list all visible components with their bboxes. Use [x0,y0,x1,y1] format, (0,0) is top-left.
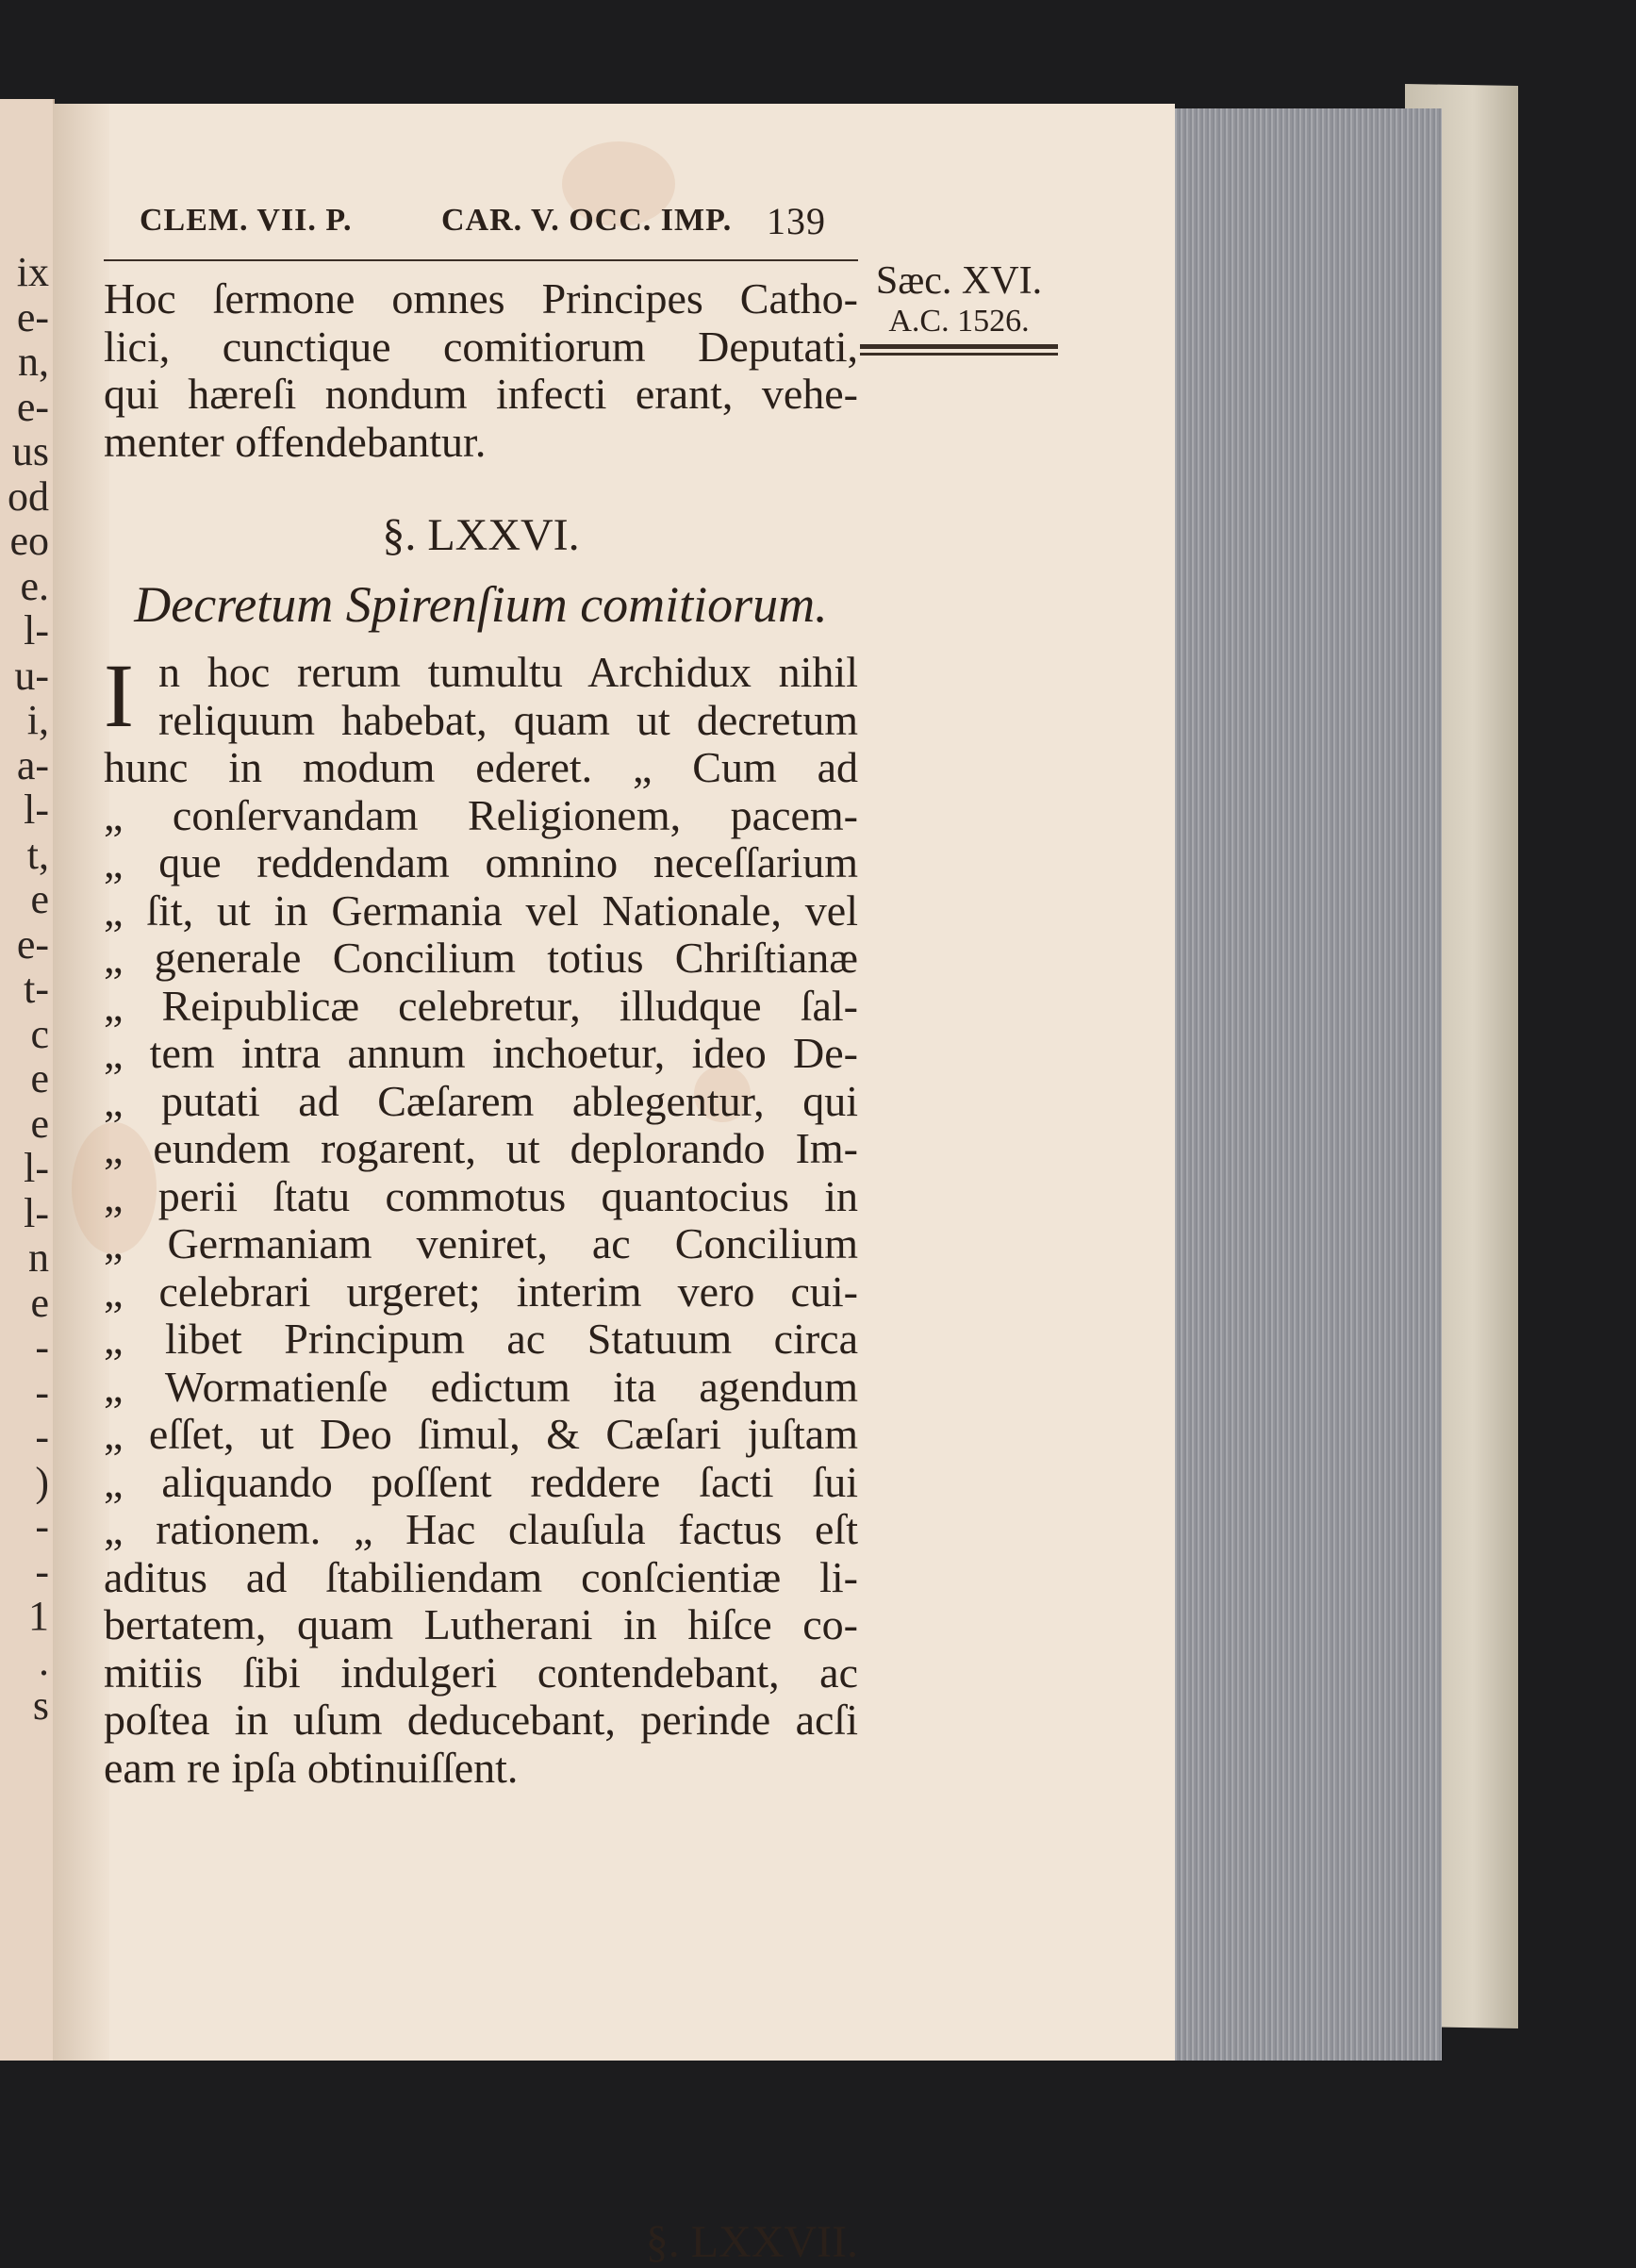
text-line: „ Reipublicæ celebretur, illudque ſal- [104,981,858,1030]
text-line: mitiis ſibi indulgeri contendebant, ac [104,1647,858,1697]
text-line: poſtea in uſum deducebant, perinde acſi [104,1696,858,1744]
text-line: „ libet Principum ac Statuum circa [104,1315,858,1363]
left-fragment: l- [24,608,49,654]
text-line: Hoc ſermone omnes Principes Catho- [104,274,858,323]
text-line: reliquum habebat, quam ut decretum [158,695,858,744]
text-line: aditus ad ſtabiliendam conſcientiæ li- [104,1552,858,1601]
left-fragment: t- [24,967,49,1012]
text-line: „ aliquando poſſent reddere ſacti ſui [104,1457,858,1506]
text-line: n hoc rerum tumultu Archidux nihil [158,648,858,696]
left-fragment: n [28,1235,49,1281]
left-fragment: - [35,1548,49,1594]
left-fragment: l- [24,787,49,833]
body-paragraph [104,645,858,1792]
left-fragment: l- [24,1190,49,1235]
text-line: lici, cunctique comitiorum Deputati, [104,322,858,371]
left-fragment: - [35,1325,49,1370]
text-line: „ perii ſtatu commotus quantocius in [104,1171,858,1220]
header-rule [104,259,858,261]
left-fragment: - [35,1369,49,1415]
text-line: „ eſſet, ut Deo ſimul, & Cæſari juſtam [104,1410,858,1458]
text-line: „ Germaniam veniret, ac Concilium [104,1219,858,1267]
left-fragment: t, [26,832,49,877]
drop-cap: I [104,645,134,746]
left-fragment: 1 [28,1594,49,1639]
left-fragment: e- [16,294,49,339]
text-line: „ Wormatienſe edictum ita agendum [104,1362,858,1411]
left-fragment: - [35,1504,49,1549]
text-line: „ conſervandam Religionem, pacem- [104,790,858,839]
left-fragment: c [30,1011,49,1056]
text-line: bertatem, quam Lutherani in hiſce co- [104,1600,858,1648]
text-line: „ ſit, ut in Germania vel Nationale, vel [104,886,858,935]
header-left: CLEM. VII. P. [140,203,353,238]
margin-note [860,259,1058,356]
text-line: hunc in modum ederet. „ Cum ad [104,743,858,791]
text-line: menter offendebantur. [104,417,487,466]
section-heading: §. LXXVI. [382,510,580,560]
section-title: Decretum Spirenſium comitiorum. [134,576,828,633]
left-fragment: ix [16,250,49,295]
left-fragment: e [30,1101,49,1146]
margin-note-year: A.C. 1526. [888,304,1030,339]
previous-page-text-fragments [0,250,53,1729]
page-block-edges [1173,108,1442,2061]
left-fragment: e- [16,921,49,967]
left-fragment: i, [26,698,49,743]
left-fragment: od [8,473,49,519]
text-line: „ rationem. „ Hac clauſula factus eſt [104,1505,858,1553]
left-fragment: e [30,877,49,922]
left-fragment: - [35,1415,49,1460]
left-fragment: u- [14,653,49,698]
margin-note-century: Sæc. XVI. [875,259,1043,303]
left-fragment: ) [35,1459,49,1504]
left-fragment: . [39,1638,49,1683]
text-line: „ putati ad Cæſarem ablegentur, qui [104,1076,858,1125]
page-gutter [53,104,109,2061]
text-line: „ tem intra annum inchoetur, ideo De- [104,1029,858,1077]
left-fragment: e [30,1056,49,1101]
page-number: 139 [767,200,826,242]
margin-note-rule [860,353,1058,356]
left-fragment: n, [18,339,49,385]
text-line: „ eundem rogarent, ut deplorando Im- [104,1124,858,1172]
margin-note-rule [860,344,1058,349]
text-line: qui hæreſi nondum infecti erant, vehe- [104,370,858,418]
left-fragment: l- [24,1146,49,1191]
catchword: §. LXXVII. [645,2217,858,2267]
text-line: „ generale Concilium totius Chriſtianæ [104,934,858,982]
intro-paragraph [104,275,858,466]
text-line: „ celebrari urgeret; interim vero cui- [104,1266,858,1316]
header-center: CAR. V. OCC. IMP. [441,203,733,238]
left-fragment: e- [16,384,49,429]
left-fragment: e. [20,563,49,608]
text-line: eam re ipſa obtinuiſſent. [104,1743,519,1792]
left-fragment: s [32,1683,49,1729]
left-fragment: us [11,429,49,474]
left-fragment: a- [16,742,49,787]
text-line: „ que reddendam omnino neceſſarium [104,838,858,886]
left-fragment: e [30,1280,49,1325]
left-fragment: eo [9,519,49,564]
